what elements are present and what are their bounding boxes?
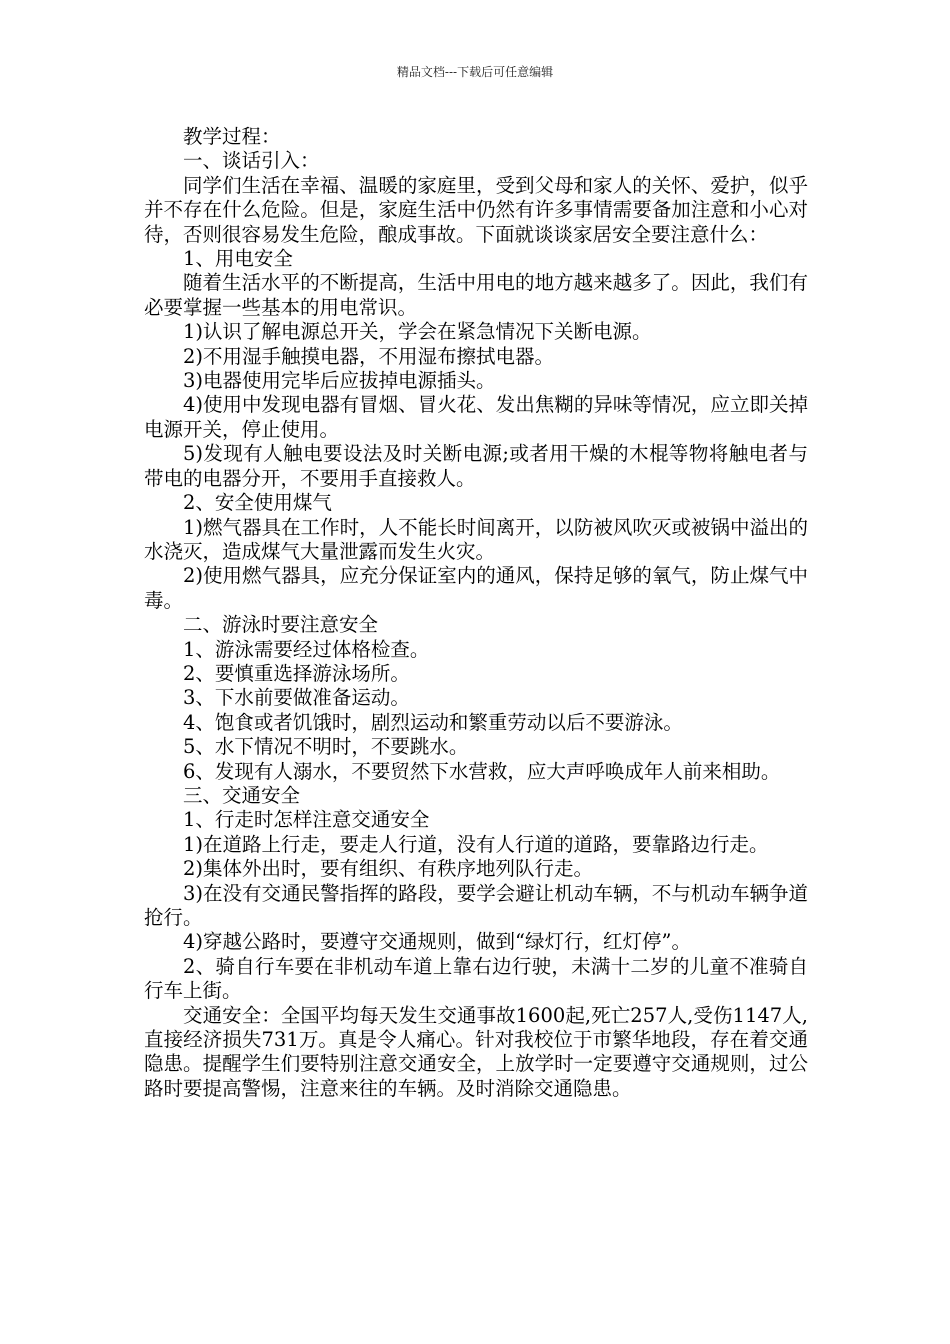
list-item: 1)燃气器具在工作时，人不能长时间离开，以防被风吹灭或被锅中溢出的水浇灭，造成煤气大量泄露而发生火灾。 <box>144 515 808 563</box>
list-item: 3)在没有交通民警指挥的路段，要学会避让机动车辆，不与机动车辆争道抢行。 <box>144 881 808 929</box>
section-heading: 三、交通安全 <box>183 783 301 807</box>
list-item: 3、下水前要做准备运动。 <box>183 686 410 710</box>
list-item: 4)使用中发现电器有冒烟、冒火花、发出焦糊的异味等情况，应立即关掉电源开关，停止使用。 <box>144 393 808 441</box>
paragraph: 交通安全：全国平均每天发生交通事故1600起,死亡257人,受伤1147人,直接经济损失731万。真是令人痛心。针对我校位于市繁华地段，存在着交通隐患。提醒学生们要特别注意交通安全，上放学时一定要遵守交通规则，过公路时要提高警惕，注意来往的车辆。及时消除交通隐患。 <box>144 1003 808 1100</box>
section-heading: 一、谈话引入： <box>183 149 320 173</box>
list-item: 5、水下情况不明时，不要跳水。 <box>183 735 469 759</box>
section-heading: 二、游泳时要注意安全 <box>183 613 379 637</box>
list-item: 4)穿越公路时，要遵守交通规则，做到“绿灯行，红灯停”。 <box>183 930 691 954</box>
paragraph: 同学们生活在幸福、温暖的家庭里，受到父母和家人的关怀、爱护，似乎并不存在什么危险。但是，家庭生活中仍然有许多事情需要备加注意和小心对待，否则很容易发生危险，酿成事故。下面就谈谈家居安全要注意什么： <box>144 173 808 246</box>
subsection-heading: 2、骑自行车要在非机动车道上靠右边行驶，未满十二岁的儿童不准骑自行车上街。 <box>144 954 808 1003</box>
subsection-heading: 1、行走时怎样注意交通安全 <box>183 808 430 832</box>
list-item: 2)不用湿手触摸电器，不用湿布擦拭电器。 <box>183 344 555 368</box>
list-item: 1)认识了解电源总开关，学会在紧急情况下关断电源。 <box>183 320 652 344</box>
paragraph: 随着生活水平的不断提高，生活中用电的地方越来越多了。因此，我们有必要掌握一些基本的用电常识。 <box>144 271 808 319</box>
subsection-heading: 1、用电安全 <box>183 247 293 271</box>
list-item: 2)使用燃气器具，应充分保证室内的通风，保持足够的氧气，防止煤气中毒。 <box>144 564 808 612</box>
list-item: 1)在道路上行走，要走人行道，没有人行道的道路，要靠路边行走。 <box>183 832 769 856</box>
list-item: 6、发现有人溺水，不要贸然下水营救，应大声呼唤成年人前来相助。 <box>183 759 781 783</box>
page-header: 精品文档---下载后可任意编辑 <box>396 65 554 79</box>
document-body <box>144 125 808 1101</box>
subsection-heading: 2、安全使用煤气 <box>183 491 332 515</box>
list-item: 1、游泳需要经过体格检查。 <box>183 637 430 661</box>
paragraph: 教学过程： <box>183 125 281 148</box>
list-item: 2)集体外出时，要有组织、有秩序地列队行走。 <box>183 857 594 881</box>
list-item: 3)电器使用完毕后应拔掉电源插头。 <box>183 369 496 393</box>
list-item: 2、要慎重选择游泳场所。 <box>183 661 410 685</box>
list-item: 5)发现有人触电要设法及时关断电源;或者用干燥的木棍等物将触电者与带电的电器分开，不要用手直接救人。 <box>144 442 808 490</box>
list-item: 4、饱食或者饥饿时，剧烈运动和繁重劳动以后不要游泳。 <box>183 710 683 734</box>
